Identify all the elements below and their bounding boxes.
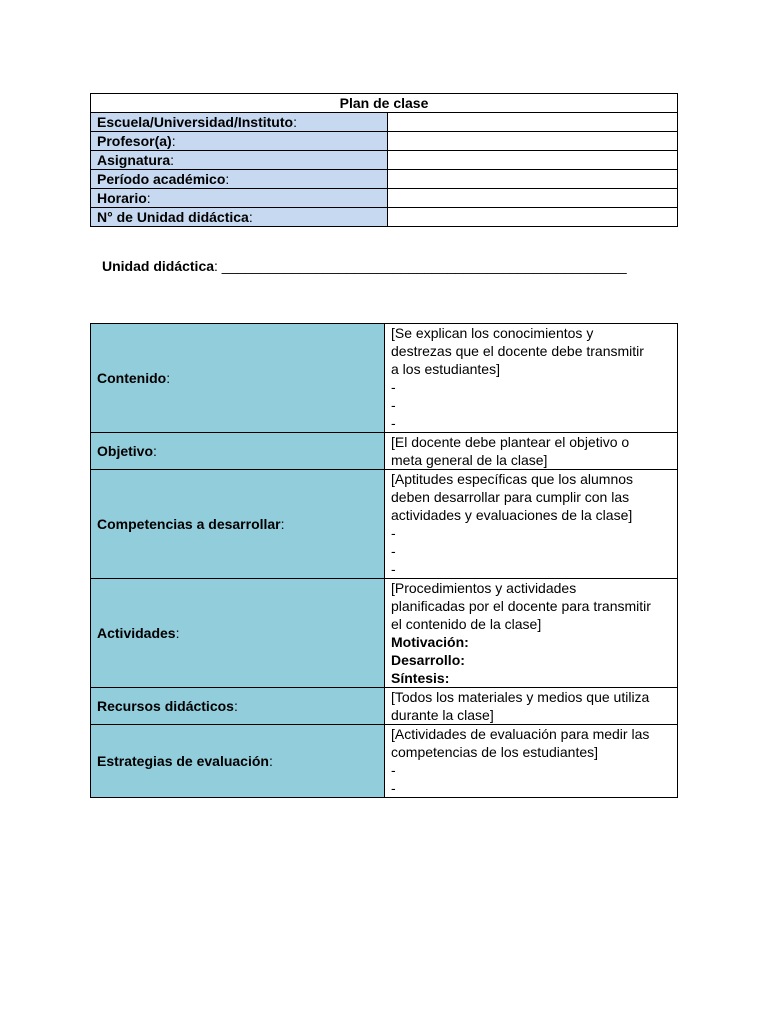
label-resources: Recursos didácticos: [91, 688, 385, 725]
plan-title: Plan de clase [91, 94, 678, 113]
unit-line-label: Unidad didáctica [102, 258, 215, 274]
activities-development: Desarrollo: [391, 652, 465, 668]
plan-row-evaluation [91, 725, 678, 798]
label-academic-period: Período académico: [91, 170, 388, 189]
plan-table [90, 323, 678, 798]
label-school: Escuela/Universidad/Instituto: [91, 113, 388, 132]
label-content: Contenido: [91, 324, 385, 433]
label-unit-number: N° de Unidad didáctica: [91, 208, 388, 227]
plan-row-resources [91, 688, 678, 725]
plan-row-activities [91, 579, 678, 688]
desc-evaluation[interactable]: [Actividades de evaluación para medir las competencias de los estudiantes] - - [385, 725, 678, 798]
plan-row-content [91, 324, 678, 433]
desc-content[interactable]: [Se explican los conocimientos y destrezas que el docente debe transmitir a los estudiantes] - - - [385, 324, 678, 433]
unit-line[interactable] [102, 257, 627, 275]
field-teacher[interactable] [388, 132, 678, 151]
field-unit-number[interactable] [388, 208, 678, 227]
header-table [90, 93, 678, 227]
desc-objective[interactable]: [El docente debe plantear el objetivo o meta general de la clase] [385, 433, 678, 470]
field-schedule[interactable] [388, 189, 678, 208]
label-teacher: Profesor(a): [91, 132, 388, 151]
field-school[interactable] [388, 113, 678, 132]
label-evaluation: Estrategias de evaluación: [91, 725, 385, 798]
unit-line-blank: : ____________________________________________________ [214, 258, 627, 274]
label-schedule: Horario: [91, 189, 388, 208]
activities-synthesis: Síntesis: [391, 670, 450, 686]
plan-row-competencies [91, 470, 678, 579]
field-subject[interactable] [388, 151, 678, 170]
desc-competencies[interactable]: [Aptitudes específicas que los alumnos deben desarrollar para cumplir con las actividades y evaluaciones de la clase] - - - [385, 470, 678, 579]
label-subject: Asignatura: [91, 151, 388, 170]
desc-resources[interactable]: [Todos los materiales y medios que utiliza durante la clase] [385, 688, 678, 725]
plan-row-objective [91, 433, 678, 470]
activities-motivation: Motivación: [391, 634, 469, 650]
label-competencies: Competencias a desarrollar: [91, 470, 385, 579]
label-objective: Objetivo: [91, 433, 385, 470]
label-activities: Actividades: [91, 579, 385, 688]
field-academic-period[interactable] [388, 170, 678, 189]
desc-activities[interactable]: [Procedimientos y actividades planificadas por el docente para transmitir el contenido de la clase] Motivación: Desarrollo: Síntesis: [385, 579, 678, 688]
